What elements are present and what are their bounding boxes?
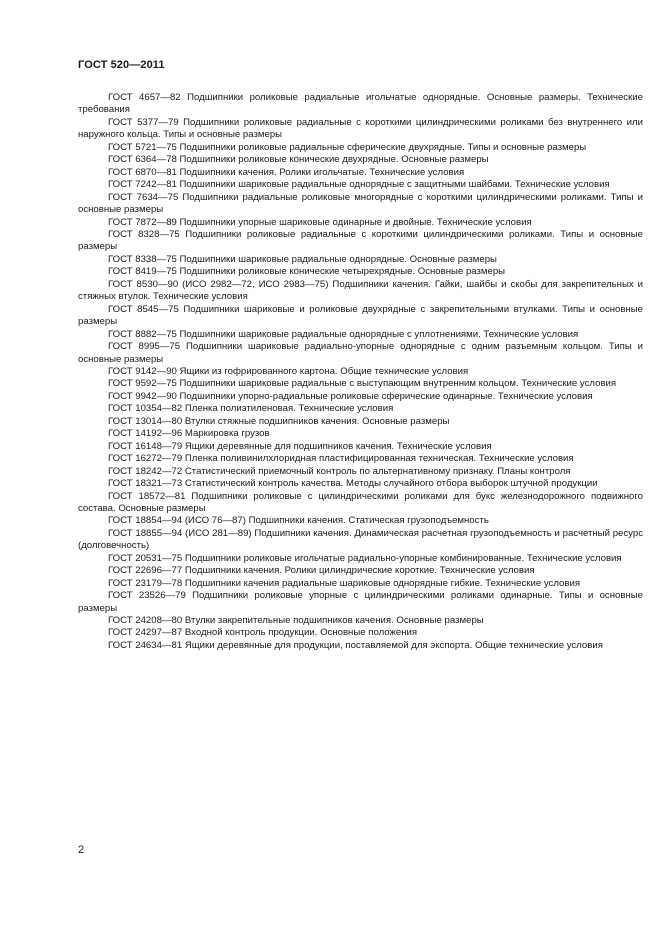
reference-item: ГОСТ 5721—75 Подшипники роликовые радиальные сферические двухрядные. Типы и основные размеры bbox=[108, 141, 587, 153]
reference-item: ГОСТ 9142—90 Ящики из гофрированного картона. Общие технические условия bbox=[108, 365, 469, 377]
document-header: ГОСТ 520—2011 bbox=[78, 59, 165, 71]
reference-item: ГОСТ 23179—78 Подшипники качения радиальные шариковые однорядные гибкие. Технические условия bbox=[108, 577, 581, 589]
reference-item: ГОСТ 7242—81 Подшипники шариковые радиальные однорядные с защитными шайбами. Технические условия bbox=[108, 179, 610, 191]
reference-item: ГОСТ 8882—75 Подшипники шариковые радиальные однорядные с уплотнениями. Технические условия bbox=[108, 328, 579, 340]
reference-item: ГОСТ 7634—75 Подшипники радиальные роликовые многорядные с короткими цилиндрическими роликами. Типы и основные размеры bbox=[78, 191, 643, 216]
reference-item: ГОСТ 8530—90 (ИСО 2982—72, ИСО 2983—75) Подшипники качения. Гайки, шайбы и скобы для закрепительных и стяжных втулок. Технические условия bbox=[78, 278, 643, 303]
reference-item: ГОСТ 5377—79 Подшипники роликовые радиальные с короткими цилиндрическими роликами без внутреннего или наружного кольца. Типы и основные размеры bbox=[78, 116, 643, 141]
reference-item: ГОСТ 18855—94 (ИСО 281—89) Подшипники качения. Динамическая расчетная грузоподъемность и расчетный ресурс (долговечность) bbox=[78, 527, 643, 552]
reference-item: ГОСТ 18854—94 (ИСО 76—87) Подшипники качения. Статическая грузоподъемность bbox=[108, 515, 489, 527]
reference-item: ГОСТ 18242—72 Статистический приемочный контроль по альтернативному признаку. Планы контроля bbox=[108, 465, 571, 477]
reference-item: ГОСТ 13014—80 Втулки стяжные подшипников качения. Основные размеры bbox=[108, 415, 450, 427]
reference-item: ГОСТ 20531—75 Подшипники роликовые игольчатые радиально-упорные комбинированные. Технические условия bbox=[108, 552, 622, 564]
reference-item: ГОСТ 8338—75 Подшипники шариковые радиальные однорядные. Основные размеры bbox=[108, 253, 497, 265]
reference-item: ГОСТ 4657—82 Подшипники роликовые радиальные игольчатые однорядные. Основные размеры. Технические требования bbox=[78, 92, 643, 116]
reference-item: ГОСТ 10354—82 Пленка полиэтиленовая. Технические условия bbox=[108, 403, 394, 415]
reference-item: ГОСТ 14192—96 Маркировка грузов bbox=[108, 428, 270, 440]
reference-item: ГОСТ 7872—89 Подшипники упорные шариковые одинарные и двойные. Технические условия bbox=[108, 216, 532, 228]
reference-item: ГОСТ 24297—87 Входной контроль продукции. Основные положения bbox=[108, 627, 418, 639]
reference-item: ГОСТ 6364—78 Подшипники роликовые конические двухрядные. Основные размеры bbox=[108, 154, 489, 166]
page-number: 2 bbox=[78, 844, 85, 856]
reference-item: ГОСТ 22696—77 Подшипники качения. Ролики цилиндрические короткие. Технические условия bbox=[108, 565, 535, 577]
reference-item: ГОСТ 8995—75 Подшипники шариковые радиально-упорные однорядные с одним разъемным кольцом. Типы и основные размеры bbox=[78, 341, 643, 365]
reference-item: ГОСТ 8419—75 Подшипники роликовые конические четырехрядные. Основные размеры bbox=[108, 266, 506, 278]
normative-references-list bbox=[78, 92, 643, 652]
reference-item: ГОСТ 9942—90 Подшипники упорно-радиальные роликовые сферические одинарные. Технические условия bbox=[108, 390, 593, 402]
reference-item: ГОСТ 18321—73 Статистический контроль качества. Методы случайного отбора выборок штучной продукции bbox=[108, 478, 598, 490]
reference-item: ГОСТ 6870—81 Подшипники качения. Ролики игольчатые. Технические условия bbox=[108, 166, 465, 178]
reference-item: ГОСТ 18572—81 Подшипники роликовые с цилиндрическими роликами для букс железнодорожного подвижного состава. Основные размеры bbox=[78, 490, 643, 514]
reference-item: ГОСТ 9592—75 Подшипники шариковые радиальные с выступающим внутренним кольцом. Технические условия bbox=[108, 378, 617, 390]
reference-item: ГОСТ 24208—80 Втулки закрепительные подшипников качения. Основные размеры bbox=[108, 615, 484, 627]
reference-item: ГОСТ 8545—75 Подшипники шариковые и роликовые двухрядные с закрепительными втулками. Типы и основные размеры bbox=[78, 303, 643, 328]
reference-item: ГОСТ 8328—75 Подшипники роликовые радиальные с короткими цилиндрическими роликами. Типы и основные размеры bbox=[78, 228, 643, 253]
reference-item: ГОСТ 16272—79 Пленка поливинилхлоридная пластифицированная техническая. Технические условия bbox=[108, 453, 574, 465]
reference-item: ГОСТ 23526—79 Подшипники роликовые упорные с цилиндрическими роликами одинарные. Типы и основные размеры bbox=[78, 590, 643, 614]
reference-item: ГОСТ 24634—81 Ящики деревянные для продукции, поставляемой для экспорта. Общие технические условия bbox=[108, 639, 603, 651]
reference-item: ГОСТ 16148—79 Ящики деревянные для подшипников качения. Технические условия bbox=[108, 440, 492, 452]
